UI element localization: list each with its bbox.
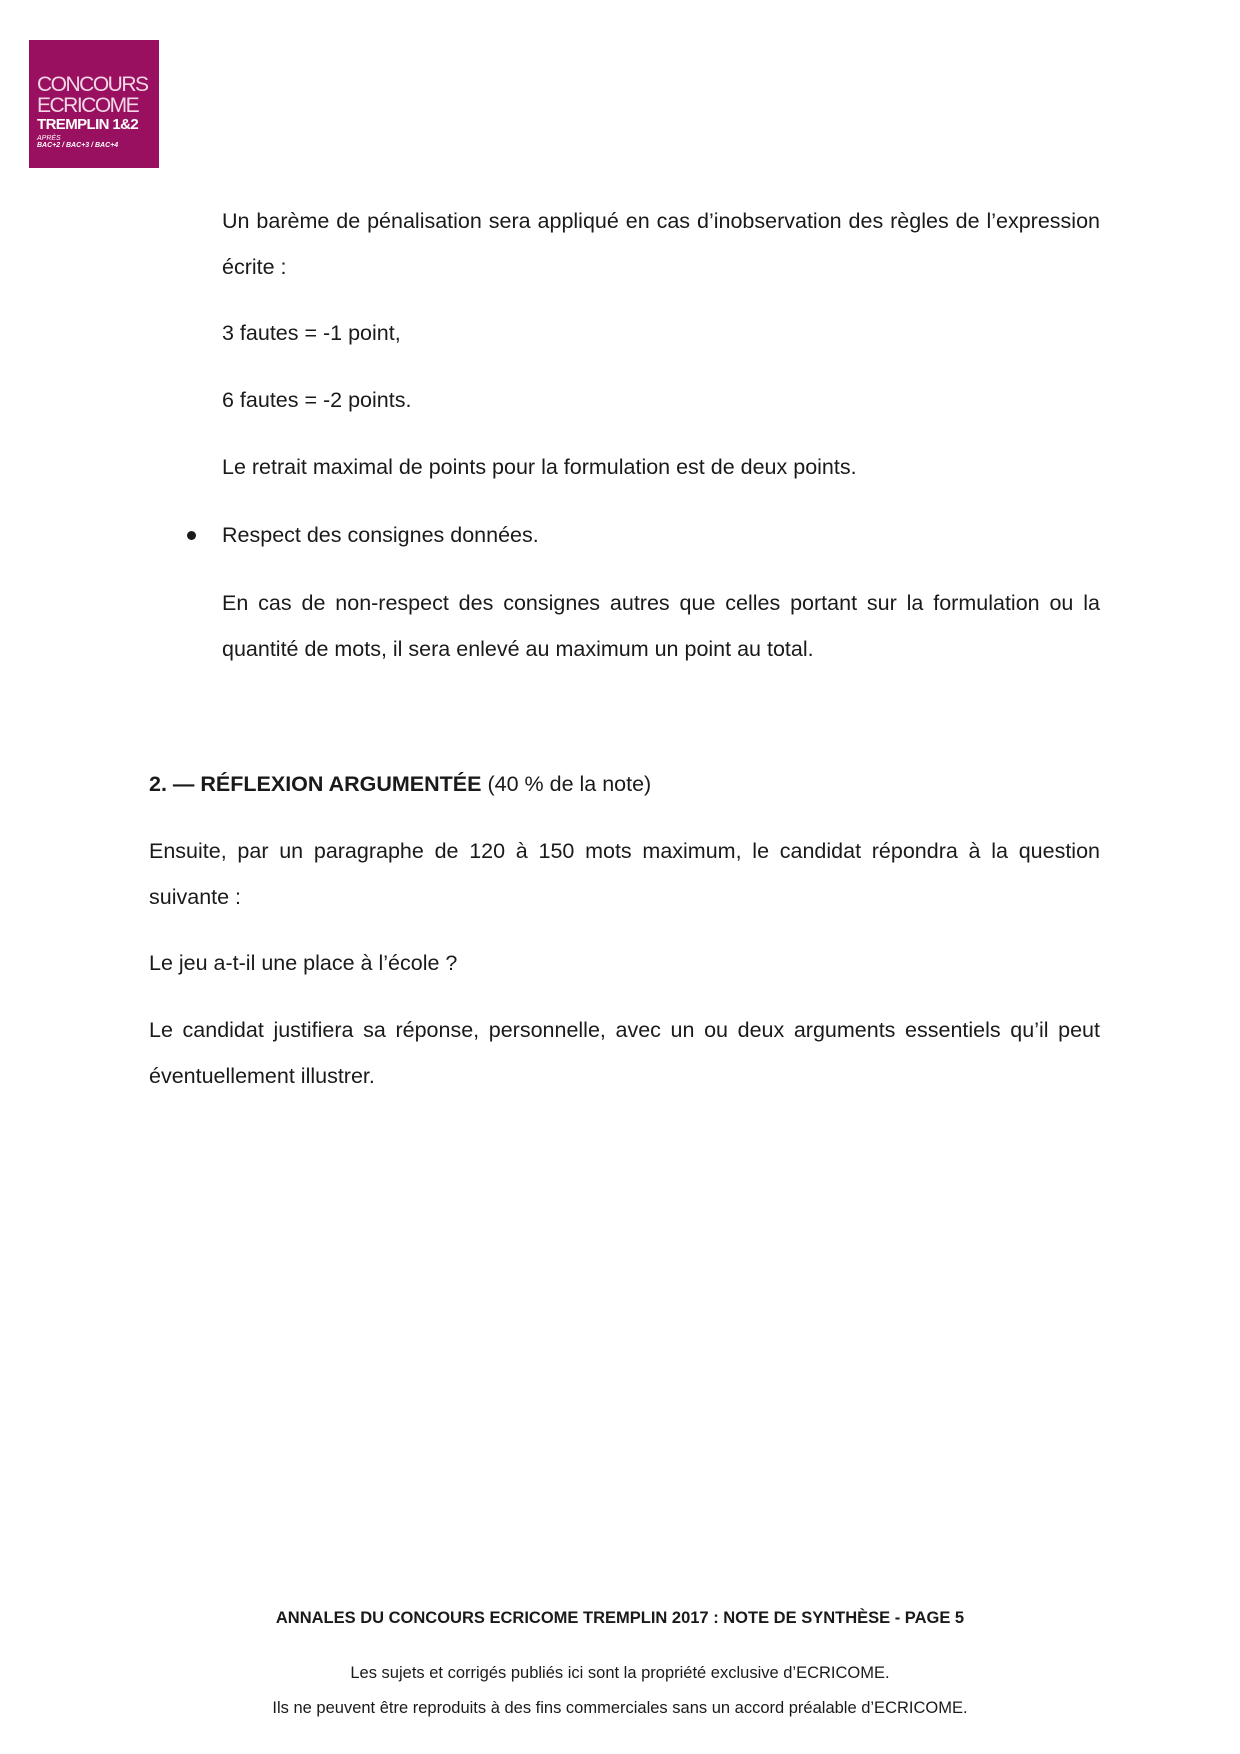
section-heading-note: (40 % de la note)	[487, 772, 652, 796]
section-heading-title: 2. — RÉFLEXION ARGUMENTÉE	[149, 772, 482, 796]
footer-copyright-line1: Les sujets et corrigés publiés ici sont la propriété exclusive d’ECRICOME.	[350, 1664, 890, 1682]
logo-line-bac: BAC+2 / BAC+3 / BAC+4	[37, 142, 119, 149]
consignes-paragraph: En cas de non-respect des consignes autres que celles portant sur la formulation ou la quantité de mots, il sera enlevé au maximum un point au total.	[222, 591, 1100, 661]
logo-line-ecricome: ECRICOME	[37, 94, 139, 117]
question-text: Le jeu a-t-il une place à l’école ?	[149, 951, 458, 975]
footer-copyright-line2: Ils ne peuvent être reproduits à des fins commerciales sans un accord préalable d’ECRICOME.	[272, 1699, 968, 1717]
intro-paragraph: Ensuite, par un paragraphe de 120 à 150 mots maximum, le candidat répondra à la question suivante :	[149, 839, 1100, 909]
logo-line-tremplin: TREMPLIN 1&2	[37, 116, 139, 133]
bullet-respect-consignes: Respect des consignes données.	[222, 523, 539, 547]
justify-paragraph: Le candidat justifiera sa réponse, personnelle, avec un ou deux arguments essentiels qu’il peut éventuellement illustrer.	[149, 1018, 1100, 1088]
logo-line-apres: APRÈS	[37, 135, 61, 142]
fault-rule-6: 6 fautes = -2 points.	[222, 388, 412, 412]
bullet-icon	[187, 531, 196, 540]
logo-line-concours: CONCOURS	[37, 73, 148, 96]
section-heading	[149, 761, 1100, 807]
max-withdrawal-text: Le retrait maximal de points pour la formulation est de deux points.	[222, 455, 857, 479]
ecricome-logo	[29, 40, 159, 168]
fault-rule-3: 3 fautes = -1 point,	[222, 321, 401, 345]
footer-title: ANNALES DU CONCOURS ECRICOME TREMPLIN 2017 : NOTE DE SYNTHÈSE - PAGE 5	[275, 1609, 965, 1627]
penalty-paragraph: Un barème de pénalisation sera appliqué en cas d’inobservation des règles de l’expression écrite :	[222, 209, 1100, 279]
